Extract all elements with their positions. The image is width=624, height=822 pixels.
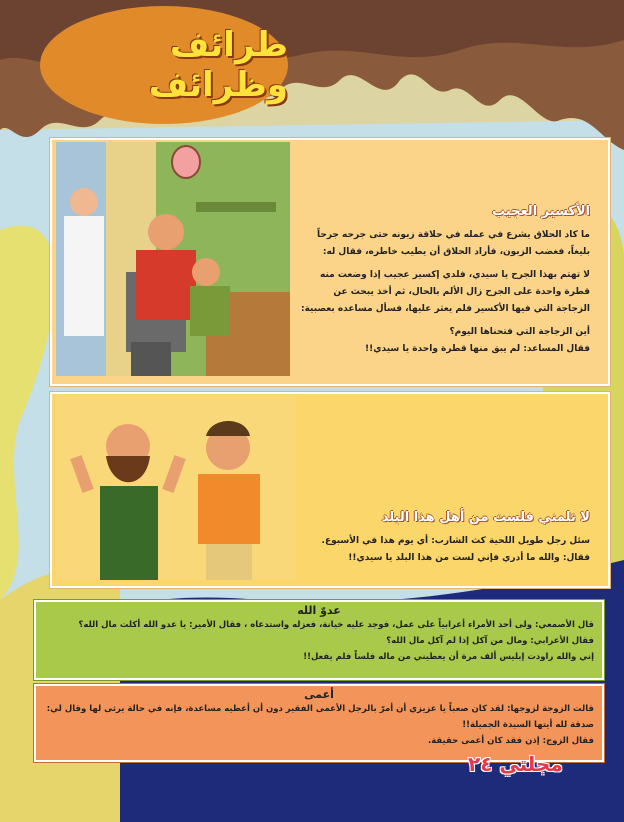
box-1-line: فقال الأعرابي: ومال من آكل إذا لم آكل مال الله؟ [386,636,594,646]
magazine-logo: مجلتي ٢٤ [468,752,563,776]
box-1-title: عدوّ الله [297,604,341,617]
story-1-paragraph: ما كاد الحلاق يشرع في عمله في حلاقة زبونه حتى جرحه جرحاً بليغاً، فغضب الزبون، فأراد الحلاق أن يطيب خاطره، فقال له: [316,230,590,257]
page-title-badge [40,6,288,124]
two-men-image [56,396,296,580]
box-2-title: أعمى [304,688,334,701]
story-2 [300,510,590,573]
story-2-paragraph: فقال: والله ما أدري فإني لست من هذا البلد يا سيدي!! [348,553,590,563]
story-1-title: الأكسير العجيب [492,204,590,219]
story-1-paragraph: لا تهتم بهذا الجرح يا سيدي، فلدي إكسير عجيب إذا وضعت منه قطرة واحدة على الجرح زال الألم بالحال، ثم أخذ يبحث عن الزجاجة التي فيها الأكسير فلم يعثر عليها، فسأل مساعده بعصبية: [301,270,590,314]
barber-illustration [56,142,290,376]
page-title: طرائف وظرائف [148,25,288,105]
anecdote-box-blind [34,684,604,762]
box-2-line: فقال الزوج: إذن فقد كان أعمى حقيقة. [428,736,594,746]
box-2-line: صدقة لله أيتها السيدة الجميلة!! [462,720,594,730]
story-1-paragraph: فقال المساعد: لم يبق منها قطرة واحدة يا سيدي!! [365,344,590,354]
box-2-line: قالت الزوجة لزوجها: لقد كان صعباً يا عزيزي أن أمرّ بالرجل الأعمى الفقير دون أن أعطيه مساعدة، فإنه في حالة يرثى لها وقال لي: [46,704,594,714]
anecdote-box-enemy-of-god [34,600,604,680]
box-1-line: إني والله راودت إبليس ألف مرة أن يعطيني من ماله فلساً فلم يفعل!! [303,652,594,662]
story-2-title: لا تلمني فلست من أهل هذا البلد [381,510,590,525]
box-1-line: قال الأصمعي: ولى أحد الأمراء أعرابياً على عمل، فوجد عليه خيانة، فعزله واستدعاه ، فقال الأمير: يا عدو الله أكلت مال الله؟ [78,620,594,630]
story-2-paragraph: سئل رجل طويل اللحية كث الشارب: أي يوم هذا في الأسبوع. [321,536,590,546]
two-men-illustration [56,396,296,580]
story-1-paragraph: أين الزجاجة التي فتحناها اليوم؟ [449,327,590,337]
story-1 [300,204,590,364]
barber-scene-image [56,142,290,376]
